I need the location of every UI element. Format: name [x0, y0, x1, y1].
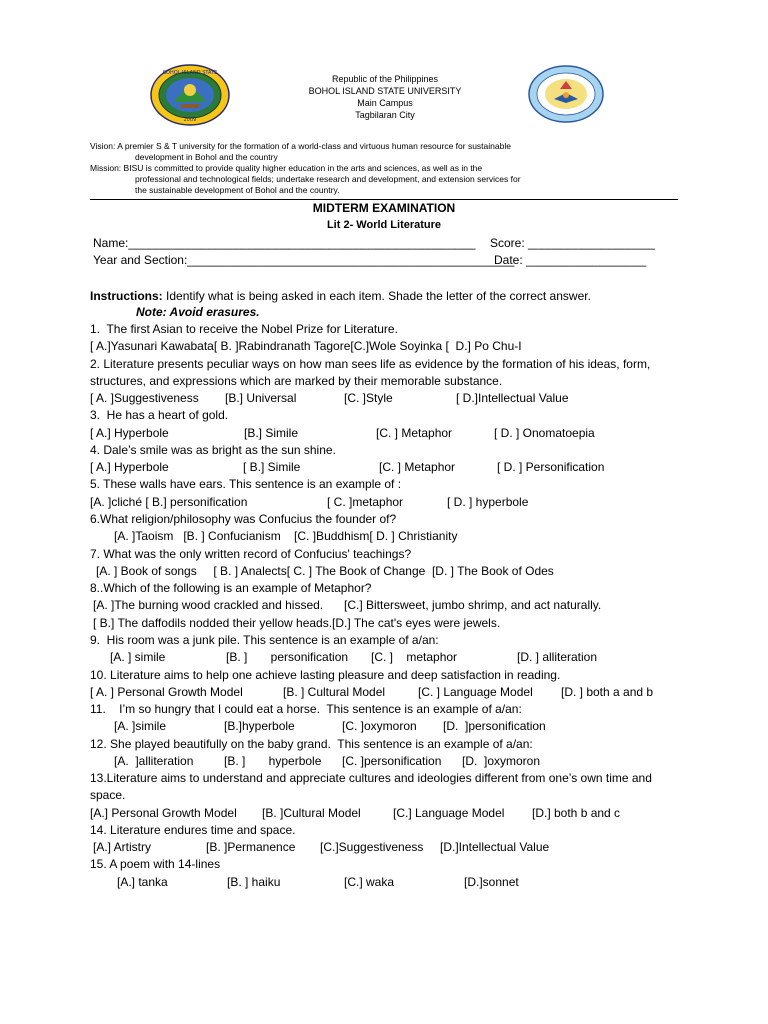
question-11-option-b[interactable]: [B.]hyperbole — [224, 719, 295, 733]
question-4: 4. Dale’s smile was as bright as the sun shine. — [90, 443, 336, 457]
question-13-option-b[interactable]: [B. ]Cultural Model — [262, 806, 361, 820]
question-8-option-c[interactable]: [C.] Bittersweet, jumbo shrimp, and act naturally. — [344, 598, 602, 612]
question-3-option-d[interactable]: [ D. ] Onomatoepia — [494, 426, 595, 440]
header-line-4: Tagbilaran City — [355, 110, 415, 120]
question-4-option-a[interactable]: [ A.] Hyperbole — [90, 460, 169, 474]
question-5-option-c[interactable]: [ C. ]metaphor — [327, 495, 404, 509]
question-3-option-a[interactable]: [ A.] Hyperbole — [90, 426, 169, 440]
instructions-note: Note: Avoid erasures. — [136, 305, 260, 319]
date-field[interactable]: Date: __________________ — [494, 253, 647, 267]
question-6: 6.What religion/philosophy was Confucius the founder of? — [90, 512, 397, 526]
question-3-option-c[interactable]: [C. ] Metaphor — [376, 426, 453, 440]
vision-line-1: Vision: A premier S & T university for the formation of a world-class and virtuous human resource for sustainable — [90, 141, 511, 151]
question-7-options[interactable]: [A. ] Book of songs [ B. ] Analects[ C. ] The Book of Change [D. ] The Book of Odes — [96, 564, 554, 578]
cte-seal-logo — [528, 65, 604, 123]
question-10: 10. Literature aims to help one achieve lasting pleasure and deep satisfaction in reading. — [90, 668, 561, 682]
question-13-cont: space. — [90, 788, 126, 802]
question-12-option-d[interactable]: [D. ]oxymoron — [462, 754, 541, 768]
question-13-option-d[interactable]: [D.] both b and c — [532, 806, 621, 820]
year-section-field[interactable]: Year and Section:_________________________________________________ — [93, 253, 515, 267]
question-15: 15. A poem with 14-lines — [90, 857, 221, 871]
instructions-label: Instructions: — [90, 289, 163, 303]
header-divider — [90, 199, 678, 200]
university-header — [240, 73, 530, 121]
question-2-option-b[interactable]: [B.] Universal — [225, 391, 297, 405]
name-field[interactable]: Name:____________________________________________________ — [93, 236, 476, 250]
question-9-option-a[interactable]: [A. ] simile — [110, 650, 166, 664]
question-4-option-d[interactable]: [ D. ] Personification — [497, 460, 605, 474]
question-15-option-c[interactable]: [C.] waka — [344, 875, 395, 889]
bisu-seal-logo — [150, 64, 230, 126]
question-3-option-b[interactable]: [B.] Simile — [244, 426, 299, 440]
question-13-option-c[interactable]: [C.] Language Model — [393, 806, 505, 820]
vision-mission — [90, 141, 610, 196]
question-11-option-a[interactable]: [A. ]simile — [114, 719, 167, 733]
instructions — [90, 289, 591, 303]
question-11-option-c[interactable]: [C. ]oxymoron — [342, 719, 417, 733]
question-2-option-d[interactable]: [ D.]Intellectual Value — [456, 391, 569, 405]
question-5: 5. These walls have ears. This sentence is an example of : — [90, 477, 402, 491]
svg-text:BOHOL ISLAND STATE: BOHOL ISLAND STATE — [162, 70, 218, 76]
question-12: 12. She played beautifully on the baby grand. This sentence is an example of a/an: — [90, 737, 533, 751]
vision-line-2: development in Bohol and the country — [135, 152, 278, 162]
question-11-option-d[interactable]: [D. ]personification — [443, 719, 546, 733]
question-14-option-b[interactable]: [B. ]Permanence — [206, 840, 296, 854]
question-1: 1. The first Asian to receive the Nobel Prize for Literature. — [90, 322, 398, 336]
question-15-option-b[interactable]: [B. ] haiku — [227, 875, 281, 889]
question-11: 11. I’m so hungry that I could eat a horse. This sentence is an example of a/an: — [90, 702, 522, 716]
question-13: 13.Literature aims to understand and appreciate cultures and ideologies different from one’s own time and — [90, 771, 652, 785]
question-7: 7. What was the only written record of Confucius' teachings? — [90, 547, 412, 561]
question-4-option-c[interactable]: [C. ] Metaphor — [379, 460, 456, 474]
question-9-option-d[interactable]: [D. ] alliteration — [517, 650, 598, 664]
question-5-option-ab[interactable]: [A. ]cliché [ B.] personification — [90, 495, 248, 509]
question-2-option-c[interactable]: [C. ]Style — [344, 391, 393, 405]
mission-line-2: professional and technological fields; undertake research and development, and extension services for — [135, 174, 521, 184]
question-6-options[interactable]: [A. ]Taoism [B. ] Confucianism [C. ]Buddhism[ D. ] Christianity — [114, 529, 458, 543]
header-line-2: BOHOL ISLAND STATE UNIVERSITY — [308, 86, 462, 96]
mission-line-3: the sustainable development of Bohol and the country. — [135, 185, 340, 195]
score-field[interactable]: Score: ___________________ — [490, 236, 655, 250]
question-5-option-d[interactable]: [ D. ] hyperbole — [447, 495, 529, 509]
header-line-1: Republic of the Philippines — [331, 74, 439, 84]
question-3: 3. He has a heart of gold. — [90, 408, 229, 422]
mission-line-1: Mission: BISU is committed to provide quality higher education in the arts and sciences, as well as in the — [90, 163, 483, 173]
header-line-3: Main Campus — [357, 98, 413, 108]
question-2: 2. Literature presents peculiar ways on how man sees life as evidence by the formation of his ideas, form, — [90, 357, 651, 371]
question-13-option-a[interactable]: [A.] Personal Growth Model — [90, 806, 237, 820]
question-15-option-a[interactable]: [A.] tanka — [117, 875, 168, 889]
question-14-option-a[interactable]: [A.] Artistry — [93, 840, 152, 854]
question-9-option-b[interactable]: [B. ] personification — [226, 650, 349, 664]
question-12-option-b[interactable]: [B. ] hyperbole — [224, 754, 322, 768]
question-9: 9. His room was a junk pile. This sentence is an example of a/an: — [90, 633, 439, 647]
question-10-option-b[interactable]: [B. ] Cultural Model — [283, 685, 386, 699]
exam-subtitle: Lit 2- World Literature — [326, 219, 442, 231]
exam-title: MIDTERM EXAMINATION — [312, 201, 456, 215]
question-1-options[interactable]: [ A.]Yasunari Kawabata[ B. ]Rabindranath Tagore[C.]Wole Soyinka [ D.] Po Chu-I — [90, 339, 522, 353]
question-8: 8..Which of the following is an example of Metaphor? — [90, 581, 372, 595]
question-10-option-a[interactable]: [ A. ] Personal Growth Model — [90, 685, 243, 699]
question-14-option-d[interactable]: [D.]Intellectual Value — [440, 840, 550, 854]
question-10-option-c[interactable]: [C. ] Language Model — [418, 685, 533, 699]
question-8-option-a[interactable]: [A. ]The burning wood crackled and hissed. — [93, 598, 324, 612]
question-14-option-c[interactable]: [C.]Suggestiveness — [320, 840, 424, 854]
instructions-text: Identify what is being asked in each item. Shade the letter of the correct answer. — [162, 289, 591, 303]
question-12-option-a[interactable]: [A. ]alliteration — [114, 754, 194, 768]
question-4-option-b[interactable]: [ B.] Simile — [243, 460, 301, 474]
question-9-option-c[interactable]: [C. ] metaphor — [371, 650, 458, 664]
question-2-cont: structures, and expressions which are marked by their memorable substance. — [90, 374, 503, 388]
question-14: 14. Literature endures time and space. — [90, 823, 296, 837]
question-12-option-c[interactable]: [C. ]personification — [342, 754, 442, 768]
question-8-option-bd[interactable]: [ B.] The daffodils nodded their yellow heads.[D.] The cat's eyes were jewels. — [93, 616, 501, 630]
svg-text:2009: 2009 — [183, 117, 197, 123]
question-15-option-d[interactable]: [D.]sonnet — [464, 875, 519, 889]
question-10-option-d[interactable]: [D. ] both a and b — [561, 685, 654, 699]
question-2-option-a[interactable]: [ A. ]Suggestiveness — [90, 391, 199, 405]
